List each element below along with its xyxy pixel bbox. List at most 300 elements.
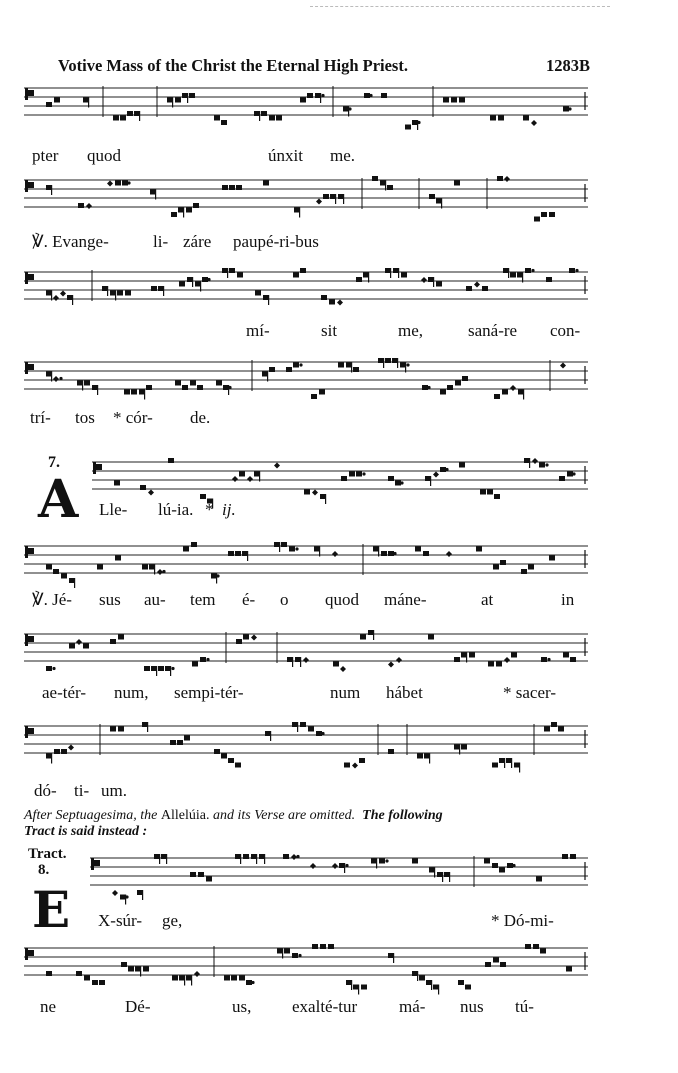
neume-punctum <box>300 98 306 103</box>
neume-stem <box>144 390 145 400</box>
neume-punctum <box>496 662 502 667</box>
neume-punctum <box>221 754 227 759</box>
neume-punctum <box>224 976 230 981</box>
clef <box>25 180 28 192</box>
neume-punctum <box>235 763 241 768</box>
neume-stem <box>523 390 524 400</box>
lyric-syllable: tos <box>75 408 95 427</box>
neume-stem <box>51 291 52 301</box>
neume-stem <box>373 630 374 640</box>
lyric-syllable: záre <box>183 232 212 251</box>
neume-stem <box>335 194 336 204</box>
neume-stem <box>344 863 345 873</box>
mora-dot <box>406 363 409 366</box>
lyric-syllable: sit <box>321 321 338 340</box>
neume-punctum <box>175 98 181 103</box>
neume-punctum <box>214 749 220 754</box>
neume-stem <box>170 666 171 676</box>
neume-punctum <box>69 644 75 649</box>
clef <box>28 950 34 956</box>
neume-punctum <box>525 944 531 949</box>
neume-punctum <box>459 98 465 103</box>
neume-punctum <box>61 574 67 579</box>
neume-punctum <box>191 542 197 547</box>
lyric-syllable: ne <box>40 997 57 1016</box>
neume-stem <box>142 890 143 900</box>
staff-notation <box>24 628 588 668</box>
neume-rhombus <box>303 657 309 663</box>
neume-punctum <box>198 872 204 877</box>
lyric-syllable: é- <box>242 590 256 609</box>
neume-punctum <box>451 98 457 103</box>
chant-staff-8 <box>24 720 588 760</box>
chant-staff-1 <box>24 82 588 122</box>
neume-punctum <box>454 181 460 186</box>
neume-punctum <box>440 390 446 395</box>
neume-rhombus <box>76 639 82 645</box>
mora-dot <box>206 658 209 661</box>
neume-punctum <box>53 569 59 574</box>
neume-stem <box>300 657 301 667</box>
neume-punctum <box>261 111 267 116</box>
neume-punctum <box>323 194 329 199</box>
neume-stem <box>405 363 406 373</box>
neume-punctum <box>388 476 394 481</box>
neume-punctum <box>484 859 490 864</box>
neume-punctum <box>46 971 52 976</box>
rubric-text <box>24 808 590 840</box>
neume-punctum <box>293 273 299 278</box>
neume-punctum <box>361 985 367 990</box>
neume-punctum <box>286 367 292 372</box>
neume-stem <box>88 98 89 108</box>
neume-punctum <box>360 635 366 640</box>
lyric-syllable: num, <box>114 683 149 702</box>
neume-stem <box>187 93 188 103</box>
staff-notation <box>24 356 588 396</box>
neume-punctum <box>311 394 317 399</box>
neume-rhombus <box>532 458 538 464</box>
lyric-syllable: hábet <box>386 683 423 702</box>
neume-stem <box>508 268 509 278</box>
neume-punctum <box>436 282 442 287</box>
neume-punctum <box>466 286 472 291</box>
neume-rhombus <box>157 569 163 575</box>
lyric-syllable: pter <box>32 146 59 165</box>
neume-punctum <box>142 565 148 570</box>
neume-punctum <box>465 985 471 990</box>
lyric-syllable: máne- <box>384 590 427 609</box>
neume-punctum <box>523 116 529 121</box>
neume-stem <box>191 976 192 986</box>
lyric-syllable: Dé- <box>125 997 151 1016</box>
mora-dot <box>251 981 254 984</box>
neume-punctum <box>114 481 120 486</box>
neume-punctum <box>171 212 177 217</box>
staff-notation <box>24 540 588 580</box>
clef <box>25 634 28 646</box>
neume-punctum <box>179 282 185 287</box>
clef <box>28 728 34 734</box>
neume-punctum <box>499 868 505 873</box>
neume-stem <box>430 476 431 486</box>
neume-rhombus <box>446 551 452 557</box>
neume-rhombus <box>112 890 118 896</box>
chant-staff-10 <box>24 942 588 982</box>
neume-punctum <box>539 463 545 468</box>
rubric-part: Tract is said instead : <box>24 824 148 839</box>
neume-rhombus <box>474 282 480 288</box>
mora-dot <box>59 377 62 380</box>
lyric-syllable: * <box>205 500 214 519</box>
neume-punctum <box>498 116 504 121</box>
neume-punctum <box>236 639 242 644</box>
neume-stem <box>429 754 430 764</box>
neume-stem <box>343 194 344 204</box>
neume-punctum <box>422 385 428 390</box>
neume-stem <box>247 551 248 561</box>
neume-rhombus <box>274 463 280 469</box>
neume-rhombus <box>504 176 510 182</box>
neume-stem <box>385 181 386 191</box>
neume-rhombus <box>504 657 510 663</box>
chant-staff-6 <box>24 540 588 580</box>
lyric-syllable: ij. <box>222 500 236 519</box>
neume-punctum <box>97 565 103 570</box>
neume-punctum <box>480 490 486 495</box>
neume-punctum <box>229 185 235 190</box>
neume-punctum <box>236 185 242 190</box>
neume-punctum <box>364 93 370 98</box>
neume-stem <box>351 363 352 373</box>
neume-punctum <box>269 116 275 121</box>
mora-dot <box>400 481 403 484</box>
neume-punctum <box>140 485 146 490</box>
neume-punctum <box>455 381 461 386</box>
neume-punctum <box>231 976 237 981</box>
neume-stem <box>441 199 442 209</box>
neume-punctum <box>121 962 127 967</box>
neume-punctum <box>115 181 121 186</box>
mora-dot <box>362 472 365 475</box>
running-header <box>58 56 590 78</box>
neume-punctum <box>168 458 174 463</box>
neume-rhombus <box>332 551 338 557</box>
neume-punctum <box>510 273 516 278</box>
lyric-syllable: tú- <box>515 997 534 1016</box>
neume-punctum <box>144 666 150 671</box>
neume-rhombus <box>86 203 92 209</box>
neume-punctum <box>497 176 503 181</box>
neume-punctum <box>507 863 513 868</box>
clef <box>28 182 34 188</box>
lyric-syllable: me, <box>398 321 424 340</box>
neume-punctum <box>379 859 385 864</box>
neume-stem <box>378 547 379 557</box>
neume-punctum <box>177 740 183 745</box>
neume-punctum <box>54 98 60 103</box>
neume-stem <box>270 731 271 741</box>
neume-punctum <box>549 212 555 217</box>
neume-punctum <box>490 116 496 121</box>
neume-punctum <box>544 727 550 732</box>
neume-punctum <box>46 565 52 570</box>
neume-punctum <box>122 181 128 186</box>
chant-staff-7 <box>24 628 588 668</box>
mora-dot <box>393 552 396 555</box>
neume-stem <box>184 976 185 986</box>
neume-stem <box>259 111 260 121</box>
neume-punctum <box>388 749 394 754</box>
neume-stem <box>51 372 52 382</box>
lyric-syllable: * Dó-mi- <box>491 911 554 930</box>
mora-dot <box>512 864 515 867</box>
neume-stem <box>268 295 269 305</box>
neume-rhombus <box>148 490 154 496</box>
neume-stem <box>259 472 260 482</box>
lyric-syllable: in <box>561 590 575 609</box>
neume-punctum <box>200 657 206 662</box>
mora-dot <box>216 574 219 577</box>
neume-stem <box>351 980 352 990</box>
neume-punctum <box>54 749 60 754</box>
neume-punctum <box>344 763 350 768</box>
neume-stem <box>51 185 52 195</box>
lyric-syllable: quod <box>87 146 121 165</box>
staff-notation <box>92 456 588 496</box>
neume-punctum <box>493 565 499 570</box>
lyric-syllable: lú-ia. <box>158 500 194 519</box>
neume-punctum <box>127 111 133 116</box>
mora-dot <box>321 732 324 735</box>
neume-punctum <box>459 463 465 468</box>
neume-stem <box>325 494 326 504</box>
neume-punctum <box>329 300 335 305</box>
neume-punctum <box>239 472 245 477</box>
neume-punctum <box>540 949 546 954</box>
neume-punctum <box>494 494 500 499</box>
neume-punctum <box>118 635 124 640</box>
neume-rhombus <box>531 120 537 126</box>
neume-punctum <box>307 93 313 98</box>
neume-punctum <box>300 722 306 727</box>
neume-punctum <box>405 125 411 130</box>
lyric-syllable: nus <box>460 997 484 1016</box>
neume-stem <box>72 295 73 305</box>
lyric-syllable: má- <box>399 997 426 1016</box>
chant-number: 8. <box>38 862 50 878</box>
neume-stem <box>459 745 460 755</box>
rubric-part: The following <box>362 808 443 823</box>
neume-rhombus <box>53 376 59 382</box>
neume-punctum <box>487 490 493 495</box>
staff-notation <box>24 266 588 306</box>
lyric-syllable: exalté-tur <box>292 997 358 1016</box>
neume-stem <box>368 273 369 283</box>
neume-punctum <box>500 962 506 967</box>
lyric-syllable: de. <box>190 408 211 427</box>
mora-dot <box>385 859 388 862</box>
neume-rhombus <box>291 854 297 860</box>
neume-punctum <box>428 635 434 640</box>
neume-stem <box>115 291 116 301</box>
neume-punctum <box>316 731 322 736</box>
lyric-syllable: paupé-ri-bus <box>233 232 319 251</box>
lyric-syllable: ae-tér- <box>42 683 87 702</box>
page-number: 1283B <box>545 56 590 75</box>
neume-rhombus <box>107 181 113 187</box>
neume-punctum <box>190 872 196 877</box>
neume-stem <box>172 98 173 108</box>
neume-punctum <box>381 93 387 98</box>
neume-punctum <box>143 967 149 972</box>
neume-punctum <box>458 980 464 985</box>
neume-punctum <box>216 381 222 386</box>
neume-rhombus <box>332 863 338 869</box>
neume-punctum <box>228 758 234 763</box>
neume-stem <box>466 653 467 663</box>
clef <box>25 88 28 100</box>
neume-punctum <box>255 291 261 296</box>
neume-punctum <box>193 203 199 208</box>
neume-stem <box>398 268 399 278</box>
neume-punctum <box>567 472 573 477</box>
clef <box>25 948 28 960</box>
lyric-syllable: trí- <box>30 408 51 427</box>
chant-staff-5 <box>92 456 588 496</box>
neume-rhombus <box>433 472 439 478</box>
neume-punctum <box>570 854 576 859</box>
neume-punctum <box>563 107 569 112</box>
clef <box>25 272 28 284</box>
chant-number: 7. <box>48 454 60 471</box>
neume-punctum <box>304 490 310 495</box>
neume-stem <box>417 971 418 981</box>
neume-stem <box>299 208 300 218</box>
lyric-syllable: únxit <box>268 146 303 165</box>
chant-staff-4 <box>24 356 588 396</box>
neume-punctum <box>549 556 555 561</box>
lyric-syllable: li- <box>153 232 169 251</box>
lyric-syllable: con- <box>550 321 581 340</box>
neume-punctum <box>559 476 565 481</box>
mora-dot <box>52 667 55 670</box>
neume-punctum <box>202 277 208 282</box>
neume-punctum <box>419 976 425 981</box>
neume-stem <box>267 372 268 382</box>
clef <box>94 860 100 866</box>
neume-punctum <box>246 980 252 985</box>
neume-stem <box>511 758 512 768</box>
neume-rhombus <box>68 745 74 751</box>
staff-notation <box>24 82 588 122</box>
neume-punctum <box>184 736 190 741</box>
neume-punctum <box>151 286 157 291</box>
neume-rhombus <box>194 971 200 977</box>
mora-dot <box>547 658 550 661</box>
neume-punctum <box>120 116 126 121</box>
neume-punctum <box>308 727 314 732</box>
neume-punctum <box>395 481 401 486</box>
neume-stem <box>82 381 83 391</box>
neume-punctum <box>300 268 306 273</box>
neume-punctum <box>243 635 249 640</box>
mora-dot <box>345 864 348 867</box>
neume-punctum <box>500 560 506 565</box>
neume-rhombus <box>60 291 66 297</box>
mora-dot <box>171 667 174 670</box>
lyric-syllable: mí- <box>246 321 270 340</box>
neume-punctum <box>125 291 131 296</box>
neume-punctum <box>84 381 90 386</box>
lyric-syllable: au- <box>144 590 166 609</box>
neume-punctum <box>521 569 527 574</box>
mora-dot <box>445 468 448 471</box>
neume-stem <box>282 949 283 959</box>
mora-dot <box>369 94 372 97</box>
neume-punctum <box>546 277 552 282</box>
neume-stem <box>227 268 228 278</box>
lyric-syllable: ℣. Evange- <box>32 232 109 251</box>
neume-punctum <box>356 472 362 477</box>
mora-dot <box>162 570 165 573</box>
neume-punctum <box>485 962 491 967</box>
neume-punctum <box>76 971 82 976</box>
neume-stem <box>358 985 359 995</box>
neume-punctum <box>415 547 421 552</box>
neume-stem <box>434 868 435 878</box>
neume-punctum <box>462 376 468 381</box>
neume-punctum <box>338 363 344 368</box>
rubric-alleluia: Allelúia. <box>160 808 210 823</box>
neume-stem <box>442 872 443 882</box>
neume-punctum <box>235 551 241 556</box>
neume-stem <box>97 385 98 395</box>
rubric-part: After Septuagesima, the <box>24 808 158 823</box>
neume-punctum <box>440 467 446 472</box>
neume-punctum <box>533 944 539 949</box>
neume-punctum <box>312 944 318 949</box>
neume-punctum <box>569 268 575 273</box>
neume-punctum <box>359 758 365 763</box>
neume-punctum <box>401 273 407 278</box>
lyric-syllable: o <box>280 590 289 609</box>
neume-punctum <box>536 877 542 882</box>
neume-punctum <box>182 385 188 390</box>
neume-punctum <box>186 208 192 213</box>
neume-punctum <box>128 967 134 972</box>
mora-dot <box>568 107 571 110</box>
neume-punctum <box>562 854 568 859</box>
neume-punctum <box>353 367 359 372</box>
mora-dot <box>575 269 578 272</box>
neume-punctum <box>494 394 500 399</box>
neume-rhombus <box>247 476 253 482</box>
neume-punctum <box>78 203 84 208</box>
lyric-syllable: us, <box>232 997 252 1016</box>
neume-stem <box>449 872 450 882</box>
neume-punctum <box>83 644 89 649</box>
tract-initial: E <box>32 880 71 939</box>
tract-label: Tract. <box>28 846 67 862</box>
neume-punctum <box>566 967 572 972</box>
lyric-syllable: saná-re <box>468 321 518 340</box>
mora-dot <box>296 855 299 858</box>
neume-punctum <box>239 976 245 981</box>
neume-punctum <box>469 653 475 658</box>
neume-stem <box>147 722 148 732</box>
neume-punctum <box>570 657 576 662</box>
